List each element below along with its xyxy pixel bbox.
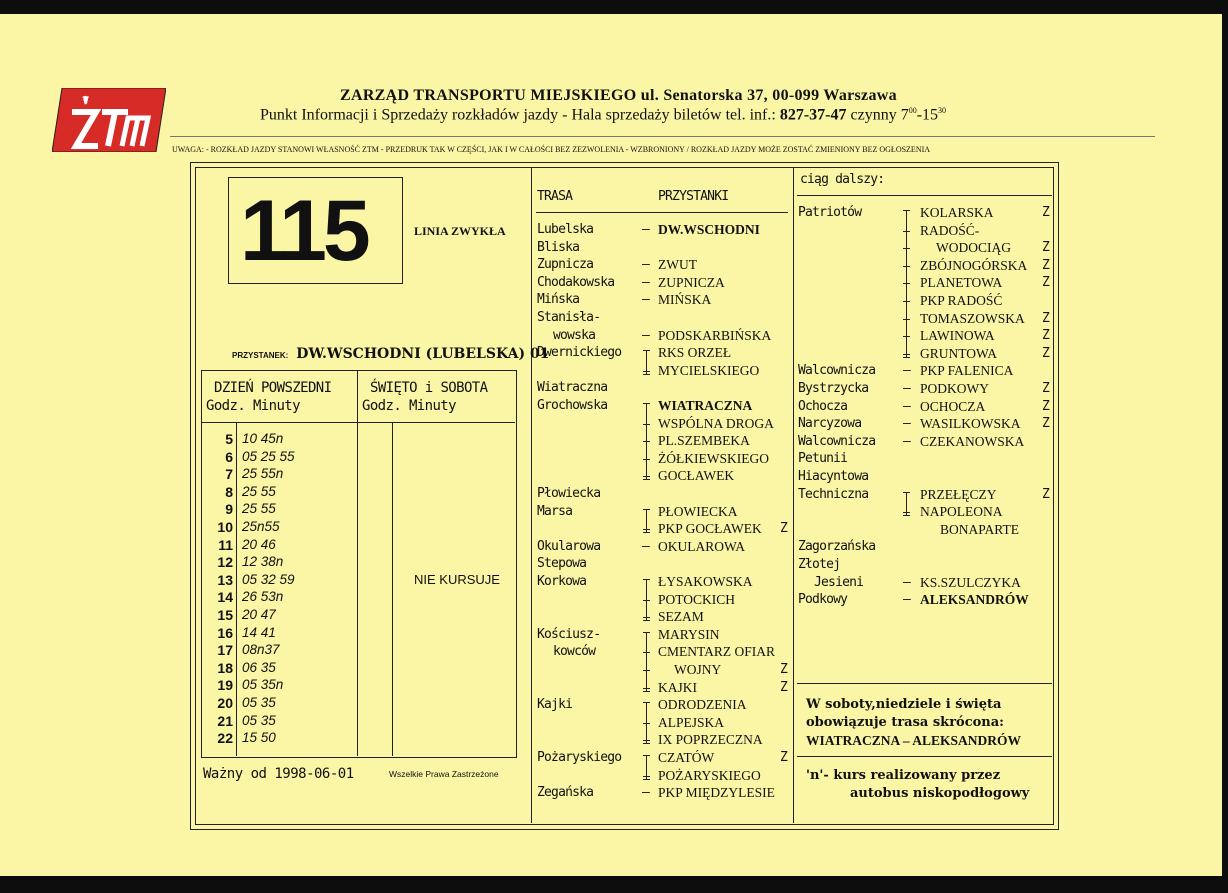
departure-hour: 5 (225, 431, 233, 447)
stop-name: PRZYSTANEK: DW.WSCHODNI (LUBELSKA) 01 (232, 346, 550, 362)
departure-hour: 13 (217, 571, 233, 588)
hours-divider (236, 422, 237, 756)
departure-hour: 9 (225, 501, 233, 518)
route-street: Kajki (537, 697, 573, 713)
lowfloor-note-2: autobus niskopodłogowy (850, 786, 1030, 801)
bracket-tick (643, 702, 650, 703)
route-header-divider (536, 212, 788, 213)
route-street: Walcownicza (798, 433, 876, 449)
request-stop-mark: Z (780, 750, 788, 765)
route-stop: PRZEŁĘCZY (920, 486, 997, 502)
route-street: Bystrzycka (798, 381, 869, 396)
route-street: wowska (553, 327, 596, 343)
route-street: Petunii (798, 451, 848, 467)
bracket-tick (643, 779, 650, 780)
bracket-tick (903, 283, 910, 284)
stop-group-bracket (646, 632, 647, 691)
departure-hour: 8 (225, 483, 233, 500)
departure-minutes: 05 32 59 (242, 571, 295, 587)
lowfloor-divider (797, 756, 1052, 757)
departure-hour: 22 (217, 730, 233, 747)
bracket-tick (903, 492, 910, 493)
header-divider (170, 136, 1155, 137)
notes-divider (797, 683, 1052, 684)
bracket-tick (643, 691, 650, 692)
route-stop: POTOCKICH (658, 591, 736, 607)
route-dash: – (642, 538, 650, 554)
departure-hour: 15 (217, 607, 233, 623)
weekend-route: WIATRACZNA – ALEKSANDRÓW (806, 733, 1022, 748)
route-stop: ZUPNICZA (658, 274, 725, 290)
request-stop-mark: Z (780, 679, 788, 695)
route-stop: NAPOLEONA (920, 504, 1003, 520)
bracket-tick (643, 532, 650, 533)
departure-hour: 20 (217, 695, 233, 711)
bracket-tick (643, 600, 650, 601)
request-stop-mark: Z (1042, 310, 1050, 326)
route-street: Marsa (537, 503, 573, 519)
route-stop: PKP RADOŚĆ (920, 293, 1003, 308)
route-street: Korkowa (537, 574, 587, 589)
route-stop: KAJKI (658, 679, 697, 695)
bracket-tick (643, 509, 650, 510)
divider-right (793, 167, 794, 823)
holiday-col-header: Godz. Minuty (362, 398, 456, 414)
route-stop: MIŃSKA (658, 292, 712, 308)
bracket-tick (643, 743, 650, 744)
route-stop: ODRODZENIA (658, 697, 747, 713)
weekend-note-1: W soboty,niedziele i święta (806, 697, 1002, 712)
bracket-tick (643, 723, 650, 724)
bracket-tick (643, 374, 650, 375)
request-stop-mark: Z (1042, 381, 1050, 396)
departure-minutes: 25 55 (242, 501, 276, 517)
bracket-tick (643, 479, 650, 480)
route-stop: RADOŚĆ- (920, 222, 980, 238)
route-street: Patriotów (798, 205, 862, 220)
bracket-tick (903, 512, 910, 513)
route-stop: OCHOCZA (920, 398, 986, 414)
route-street: Dwernickiego (537, 345, 622, 361)
route-stop: GRUNTOWA (920, 345, 997, 361)
departure-hour: 10 (217, 519, 233, 535)
route-dash: – (642, 222, 650, 237)
route-dash: – (642, 785, 650, 801)
departure-minutes: 05 35n (242, 677, 284, 693)
bracket-tick (903, 319, 910, 320)
bracket-tick (903, 231, 910, 232)
route-stop: PŁOWIECKA (658, 503, 738, 519)
continued-divider (797, 195, 1052, 196)
route-street: Hiacyntowa (798, 469, 869, 484)
route-stop: PL.SZEMBEKA (658, 433, 750, 449)
org-header: ZARZĄD TRANSPORTU MIEJSKIEGO ul. Senatorska 37, 00-099 Warszawa (340, 87, 897, 104)
holiday-no-service: NIE KURSUJE (414, 572, 500, 587)
departure-hour: 7 (225, 466, 233, 483)
route-stop: BONAPARTE (940, 521, 1019, 537)
col-trasa: TRASA (537, 189, 573, 204)
route-street: Podkowy (798, 592, 848, 608)
route-stop: SEZAM (658, 609, 704, 625)
departure-hour: 11 (218, 536, 233, 553)
route-stop: WSPÓLNA DROGA (658, 415, 774, 431)
route-stop: PLANETOWA (920, 275, 1003, 291)
departure-minutes: 25 55 (242, 483, 276, 499)
lowfloor-note-1: 'n'- kurs realizowany przez (806, 768, 1001, 783)
route-street: Grochowska (537, 398, 608, 413)
route-street: Narcyzowa (798, 416, 862, 432)
route-stop: IX POPRZECZNA (658, 732, 763, 748)
line-type: LINIA ZWYKŁA (414, 224, 506, 238)
route-dash: – (903, 433, 911, 449)
route-street: Zagorzańska (798, 539, 876, 555)
route-street: Płowiecka (537, 486, 601, 501)
route-stop: ALEKSANDRÓW (920, 592, 1029, 608)
departure-hour: 12 (217, 554, 233, 571)
departure-hour: 17 (217, 642, 233, 659)
bracket-tick (643, 529, 650, 530)
bracket-tick (643, 632, 650, 633)
continued-label: ciąg dalszy: (800, 172, 885, 187)
bracket-tick (643, 688, 650, 689)
route-stop: POŻARYSKIEGO (658, 767, 761, 783)
table-header-divider (201, 422, 515, 423)
request-stop-mark: Z (1042, 345, 1050, 361)
bracket-tick (903, 354, 910, 355)
route-street: Mińska (537, 292, 580, 308)
route-street: Techniczna (798, 486, 869, 502)
bracket-tick (903, 266, 910, 267)
departure-hour: 19 (217, 677, 233, 694)
route-stop: OKULAROWA (658, 538, 745, 554)
route-dash: – (642, 257, 650, 273)
route-stop: ZWUT (658, 257, 697, 273)
request-stop-mark: Z (780, 662, 788, 677)
route-stop: ŁYSAKOWSKA (658, 574, 753, 589)
departure-minutes: 06 35 (242, 659, 276, 675)
route-street: Zupnicza (537, 257, 594, 273)
bracket-tick (643, 776, 650, 777)
departure-hour: 14 (217, 589, 233, 606)
table-mid-divider (357, 370, 358, 756)
departure-minutes: 12 38n (242, 554, 284, 570)
bracket-tick (643, 620, 650, 621)
svg-text:☤: ☤ (82, 95, 90, 107)
line-number: 115 (240, 183, 367, 279)
route-stop: WIATRACZNA (658, 398, 753, 413)
bracket-tick (903, 210, 910, 211)
route-street: Kościusz- (537, 626, 601, 642)
bracket-tick (903, 248, 910, 249)
route-street: Okularowa (537, 538, 601, 554)
route-stop: ALPEJSKA (658, 714, 725, 730)
route-dash: – (642, 292, 650, 308)
route-stop: KS.SZULCZYKA (920, 574, 1021, 590)
departure-minutes: 25 55n (242, 466, 284, 482)
route-street: Wiatraczna (537, 380, 608, 396)
col-przystanki: PRZYSTANKI (658, 189, 729, 204)
route-stop: MYCIELSKIEGO (658, 362, 760, 378)
route-dash: – (903, 381, 911, 396)
route-stop: KOLARSKA (920, 205, 994, 220)
bracket-tick (903, 357, 910, 358)
bracket-tick (643, 350, 650, 351)
route-dash: – (903, 398, 911, 414)
route-dash: – (642, 274, 650, 290)
route-stop: WOJNY (674, 662, 722, 677)
departure-minutes: 05 25 55 (242, 448, 295, 464)
bracket-tick (643, 579, 650, 580)
route-street: Pożaryskiego (537, 750, 622, 765)
bracket-tick (903, 301, 910, 302)
departure-hour: 16 (217, 624, 233, 641)
departure-minutes: 14 41 (242, 624, 276, 640)
route-stop: ZBÓJNOGÓRSKA (920, 257, 1028, 273)
route-stop: PKP MIĘDZYLESIE (658, 785, 775, 801)
request-stop-mark: Z (1042, 398, 1050, 414)
bracket-tick (903, 515, 910, 516)
departure-minutes: 08n37 (242, 642, 280, 658)
weekday-col-header: Godz. Minuty (206, 398, 300, 414)
bracket-tick (643, 424, 650, 425)
copyright-warning: UWAGA: - ROZKŁAD JAZDY STANOWI WŁASNOŚĆ ZTM - PRZEDRUK TAK W CZĘŚCI, JAK I W CAŁOŚCI BEZ ZEZWOLENIA - WZBRONIONY / ROZKŁAD JAZDY MOŻE ZOSTAĆ ZMIENIONY BEZ OGŁOSZENIA (172, 145, 931, 154)
request-stop-mark: Z (1042, 205, 1050, 220)
route-stop: WODOCIĄG (936, 240, 1011, 256)
bracket-tick (643, 459, 650, 460)
route-street: Złotej (798, 557, 841, 572)
departure-hour: 21 (217, 712, 233, 729)
route-dash: – (903, 363, 911, 379)
bracket-tick (643, 371, 650, 372)
request-stop-mark: Z (780, 521, 788, 537)
route-street: kowców (553, 644, 596, 660)
departure-hour: 6 (225, 448, 233, 465)
route-stop: ŻÓŁKIEWSKIEGO (658, 450, 769, 466)
bracket-tick (643, 670, 650, 671)
route-stop: CMENTARZ OFIAR (658, 644, 776, 660)
ztm-logo (52, 88, 166, 152)
route-dash: – (903, 574, 911, 590)
request-stop-mark: Z (1042, 486, 1050, 502)
route-stop: PKP FALENICA (920, 363, 1014, 379)
route-stop: LAWINOWA (920, 328, 995, 344)
request-stop-mark: Z (1042, 328, 1050, 344)
route-stop: PODKOWY (920, 381, 989, 396)
bracket-tick (643, 755, 650, 756)
weekend-note-2: obowiązuje trasa skrócona: (806, 715, 1004, 730)
bracket-tick (643, 652, 650, 653)
route-stop: PODSKARBIŃSKA (658, 327, 772, 343)
route-dash: – (903, 592, 911, 608)
route-stop: PKP GOCŁAWEK (658, 521, 762, 537)
route-street: Ochocza (798, 398, 848, 414)
route-stop: DW.WSCHODNI (658, 222, 760, 237)
holiday-hours-divider (392, 422, 393, 756)
request-stop-mark: Z (1042, 275, 1050, 291)
request-stop-mark: Z (1042, 257, 1050, 273)
departure-minutes: 20 47 (242, 607, 276, 622)
route-stop: WASILKOWSKA (920, 416, 1021, 432)
bracket-tick (643, 441, 650, 442)
bracket-tick (643, 403, 650, 404)
route-stop: MARYSIN (658, 626, 720, 642)
route-stop: CZEKANOWSKA (920, 433, 1025, 449)
holiday-header: ŚWIĘTO i SOBOTA (370, 380, 488, 396)
route-street: Walcownicza (798, 363, 876, 379)
departure-minutes: 20 46 (242, 536, 276, 552)
departure-minutes: 15 50 (242, 730, 276, 746)
route-street: Bliska (537, 239, 580, 255)
departure-minutes: 05 35 (242, 695, 276, 710)
route-dash: – (642, 327, 650, 343)
request-stop-mark: Z (1042, 240, 1050, 256)
bracket-tick (903, 336, 910, 337)
route-street: Zegańska (537, 785, 594, 801)
bracket-tick (643, 617, 650, 618)
departure-minutes: 25n55 (242, 519, 280, 534)
request-stop-mark: Z (1042, 416, 1050, 432)
info-line: Punkt Informacji i Sprzedaży rozkładów jazdy - Hala sprzedaży biletów tel. inf.: 827-37-47 czynny $7^{00}-15^{30}$ (260, 106, 947, 124)
route-street: Stanisła- (537, 310, 601, 325)
departure-hour: 18 (217, 659, 233, 676)
route-stop: RKS ORZEŁ (658, 345, 732, 361)
route-street: Chodakowska (537, 274, 615, 290)
divider-left (531, 167, 532, 823)
route-stop: TOMASZOWSKA (920, 310, 1025, 326)
route-stop: CZATÓW (658, 750, 715, 765)
rights-reserved: Wszelkie Prawa Zastrzeżone (389, 769, 499, 779)
valid-from: Ważny od 1998-06-01 (203, 766, 354, 782)
route-street: Stepowa (537, 556, 587, 572)
bracket-tick (643, 740, 650, 741)
weekday-header: DZIEŃ POWSZEDNI (214, 380, 332, 396)
departure-minutes: 10 45n (242, 431, 284, 446)
route-stop: GOCŁAWEK (658, 468, 735, 484)
route-street: Jesieni (814, 574, 864, 590)
route-street: Lubelska (537, 222, 594, 237)
departure-minutes: 05 35 (242, 712, 276, 728)
departure-minutes: 26 53n (242, 589, 284, 605)
route-dash: – (903, 416, 911, 432)
bracket-tick (643, 476, 650, 477)
